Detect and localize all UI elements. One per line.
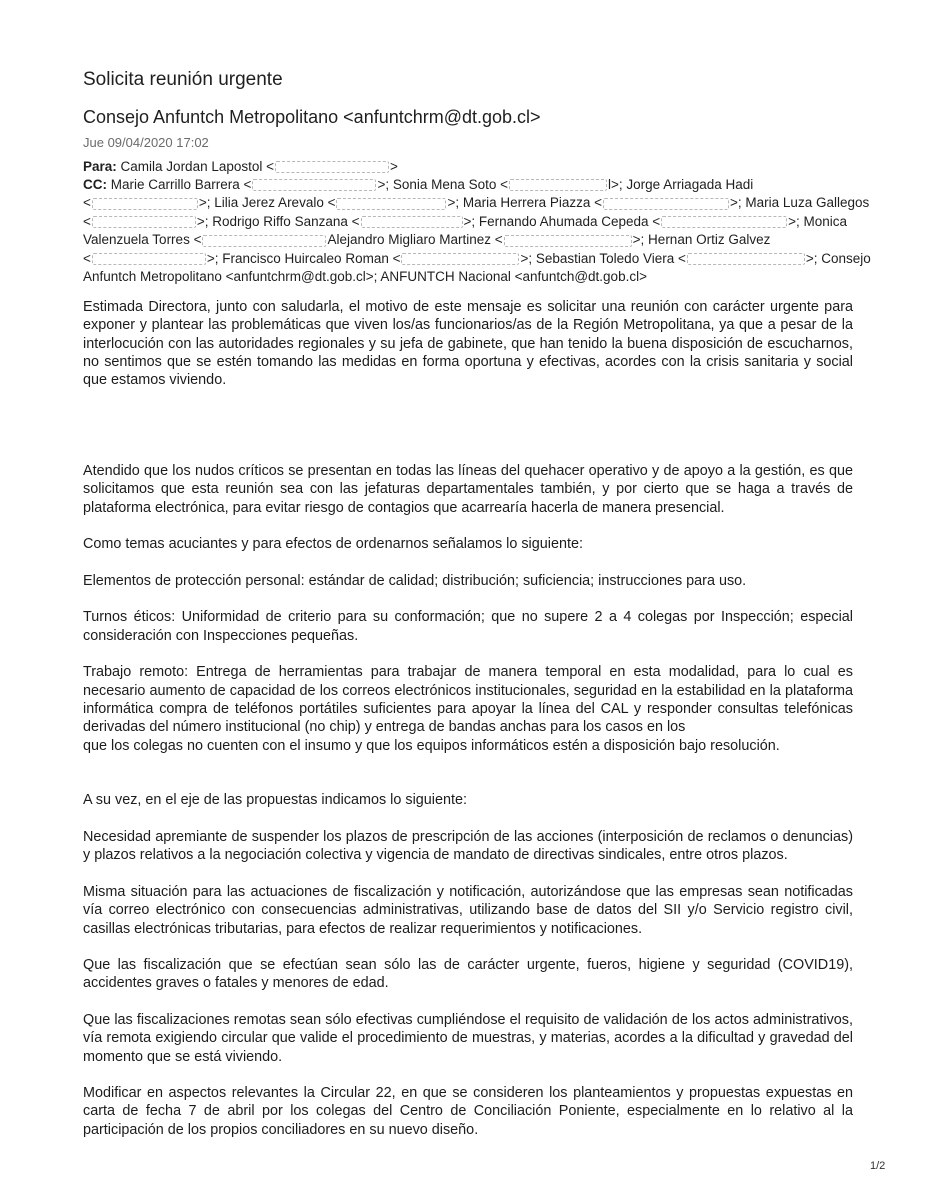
cc-line bbox=[83, 213, 863, 231]
cc-text: < bbox=[83, 250, 91, 266]
paragraph: que los colegas no cuenten con el insumo y que los equipos informáticos estén a disposición bajo resolución. bbox=[83, 737, 780, 754]
cc-text: >; Hernan Ortiz Galvez bbox=[632, 232, 771, 248]
redacted-email bbox=[661, 216, 787, 228]
cc-line bbox=[83, 176, 863, 194]
cc-text: l>; Jorge Arriagada Hadi bbox=[608, 177, 754, 192]
cc-text: >; Sonia Mena Soto < bbox=[377, 177, 509, 192]
paragraph: Elementos de protección personal: estándar de calidad; distribución; suficiencia; instrucciones para uso. bbox=[83, 572, 747, 589]
redacted-email bbox=[275, 161, 389, 173]
paragraph: Trabajo remoto: Entrega de herramientas para trabajar de manera temporal en esta modalidad, para lo cual es necesario aumento de capacidad de los correos electrónicos institucionales, seguridad en la estabilidad en la plataforma informática compra de teléfonos portátiles suficientes para apoyar la línea del CAL y responder consultas telefónicas derivadas del número institucional (no chip) y entrega de bandas anchas para los casos en los bbox=[83, 664, 853, 736]
cc-text: Alejandro Migliaro Martinez < bbox=[327, 232, 503, 248]
cc-line bbox=[83, 250, 871, 268]
to-recipient-end: > bbox=[390, 159, 398, 174]
email-body bbox=[83, 298, 853, 1139]
cc-line bbox=[83, 231, 863, 249]
cc-text: Valenzuela Torres < bbox=[83, 232, 202, 248]
redacted-email bbox=[336, 198, 446, 210]
paragraph: A su vez, en el eje de las propuestas indicamos lo siguiente: bbox=[83, 792, 467, 809]
redacted-email bbox=[603, 198, 729, 210]
cc-line bbox=[83, 194, 870, 212]
cc-text: < bbox=[83, 195, 91, 211]
page-number: 1/2 bbox=[870, 1160, 886, 1172]
redacted-email bbox=[361, 216, 463, 228]
paragraph: Estimada Directora, junto con saludarla, el motivo de este mensaje es solicitar una reunión con carácter urgente para exponer y plantear las problemáticas que viven los/as funcionarios/as de la Región Metropolitana, ya que a pesar de la interlocución con las autoridades regionales y su jefa de gabinete, que han tenido la buena disposición de escucharnos, no sentimos que se estén tomando las medidas en forma oportuna y efectivas, acordes con la crisis sanitaria y social que estamos viviendo. bbox=[83, 299, 853, 389]
cc-recipients bbox=[83, 176, 871, 286]
redacted-email bbox=[504, 235, 632, 247]
to-recipient-name: Camila Jordan Lapostol < bbox=[120, 159, 275, 174]
redacted-email bbox=[687, 253, 805, 265]
paragraph: Que las fiscalizaciones remotas sean sólo efectivas cumpliéndose el requisito de validación de los actos administrativos, vía remota exigiendo circular que valide el procedimiento de muestras, y materias, acordes a la dificultad y gravedad del momento que se está viviendo. bbox=[83, 1011, 853, 1065]
cc-text: >; Sebastian Toledo Viera < bbox=[520, 250, 686, 266]
paragraph: Necesidad apremiante de suspender los plazos de prescripción de las acciones (interposición de reclamos o denuncias) y plazos relativos a la negociación colectiva y vigencia de mandato de directivas sindicales, entre otros plazos. bbox=[83, 829, 853, 864]
redacted-email bbox=[92, 253, 206, 265]
to-label: Para: bbox=[83, 159, 117, 174]
cc-text: >; Rodrigo Riffo Sanzana < bbox=[196, 213, 360, 229]
to-recipients bbox=[83, 158, 863, 176]
paragraph: Turnos éticos: Uniformidad de criterio para su conformación; que no supere 2 a 4 colegas por Inspección; especial consideración con Inspecciones pequeñas. bbox=[83, 609, 853, 644]
cc-text: Marie Carrillo Barrera < bbox=[110, 177, 252, 192]
paragraph: Que las fiscalización que se efectúan sean sólo las de carácter urgente, fueros, higiene y seguridad (COVID19), accidentes graves o fatales y menores de edad. bbox=[83, 957, 853, 992]
paragraph: Misma situación para las actuaciones de fiscalización y notificación, autorizándose que las empresas sean notificadas vía correo electrónico con consecuencias administrativas, utilizando base de datos del SII y/o Servicio registro civil, casillas electrónicas tributarias, para efectos de realizar requerimientos y notificaciones. bbox=[83, 883, 853, 937]
redacted-email bbox=[92, 216, 196, 228]
cc-text: < bbox=[83, 213, 91, 229]
paragraph: Atendido que los nudos críticos se presentan en todas las líneas del quehacer operativo y de apoyo a la gestión, es que solicitamos que esta reunión sea con las jefaturas departamentales también, y por cierto que se haga a través de plataforma electrónica, para evitar riesgo de contagios que acarrearía hacerla de manera presencial. bbox=[83, 463, 853, 516]
cc-label: CC: bbox=[83, 177, 107, 192]
redacted-email bbox=[202, 235, 326, 247]
cc-line: Anfuntch Metropolitano <anfuntchrm@dt.gob.cl>; ANFUNTCH Nacional <anfuntch@dt.gob.cl> bbox=[83, 268, 647, 284]
email-date: Jue 09/04/2020 17:02 bbox=[83, 135, 209, 150]
cc-text: >; Consejo bbox=[805, 250, 871, 266]
cc-text: >; Lilia Jerez Arevalo < bbox=[198, 195, 336, 211]
redacted-email bbox=[252, 179, 376, 191]
cc-text: >; Maria Herrera Piazza < bbox=[447, 195, 603, 211]
email-sender: Consejo Anfuntch Metropolitano <anfuntchrm@dt.gob.cl> bbox=[83, 107, 541, 127]
redacted-email bbox=[401, 253, 519, 265]
cc-text: >; Francisco Huircaleo Roman < bbox=[206, 250, 401, 266]
cc-text: >; Maria Luza Gallegos bbox=[730, 195, 870, 211]
cc-text: >; Monica bbox=[788, 213, 848, 229]
redacted-email bbox=[92, 198, 198, 210]
cc-text: >; Fernando Ahumada Cepeda < bbox=[463, 213, 661, 229]
paragraph: Como temas acuciantes y para efectos de ordenarnos señalamos lo siguiente: bbox=[83, 536, 583, 553]
paragraph: Modificar en aspectos relevantes la Circular 22, en que se consideren los planteamientos y propuestas expuestas en carta de fecha 7 de abril por los colegas del Centro de Conciliación Poniente, especialmente en lo relativo al la participación de los propios conciliadores en su nuevo diseño. bbox=[83, 1085, 853, 1138]
redacted-email bbox=[509, 179, 607, 191]
email-subject: Solicita reunión urgente bbox=[83, 69, 283, 90]
